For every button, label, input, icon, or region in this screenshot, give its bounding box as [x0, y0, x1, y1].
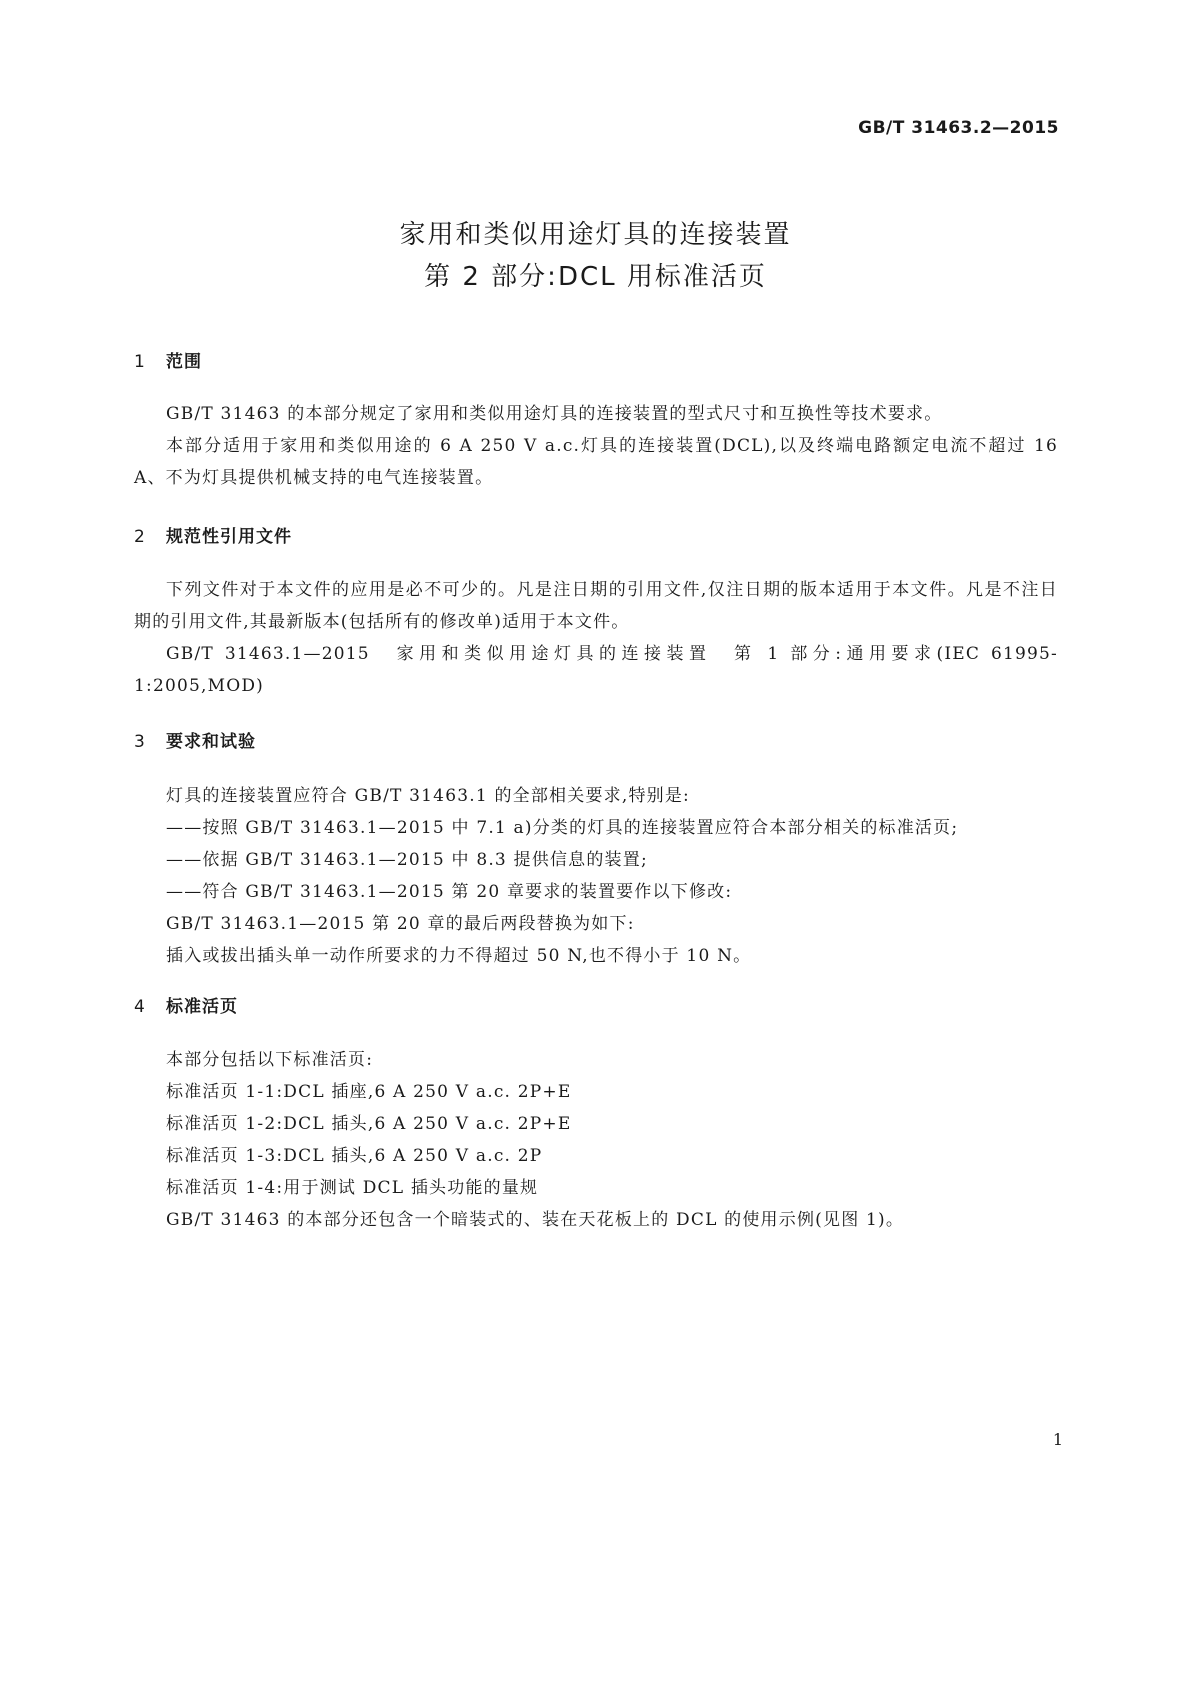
paragraph: 下列文件对于本文件的应用是必不可少的。凡是注日期的引用文件,仅注日期的版本适用于本文件。凡是不注日期的引用文件,其最新版本(包括所有的修改单)适用于本文件。 — [134, 580, 1058, 632]
section-heading-2 — [134, 522, 292, 547]
list-item: 本部分包括以下标准活页: — [166, 1050, 374, 1070]
section-number: 2 — [134, 527, 146, 547]
document-subtitle: 第 2 部分:DCL 用标准活页 — [424, 262, 767, 292]
section-number: 4 — [134, 997, 146, 1017]
list-item: ——符合 GB/T 31463.1—2015 第 20 章要求的装置要作以下修改: — [166, 882, 733, 902]
list-item: ——按照 GB/T 31463.1—2015 中 7.1 a)分类的灯具的连接装置应符合本部分相关的标准活页; — [166, 818, 959, 838]
list-item: 插入或拔出插头单一动作所要求的力不得超过 50 N,也不得小于 10 N。 — [166, 946, 752, 966]
page-number: 1 — [1052, 1430, 1063, 1449]
list-item: 标准活页 1-1:DCL 插座,6 A 250 V a.c. 2P+E — [166, 1082, 572, 1102]
list-item: 标准活页 1-4:用于测试 DCL 插头功能的量规 — [166, 1178, 539, 1198]
paragraph: GB/T 31463 的本部分规定了家用和类似用途灯具的连接装置的型式尺寸和互换性等技术要求。 — [166, 404, 943, 424]
list-item: 标准活页 1-3:DCL 插头,6 A 250 V a.c. 2P — [166, 1146, 543, 1166]
list-item: GB/T 31463.1—2015 第 20 章的最后两段替换为如下: — [166, 914, 635, 934]
section-number: 1 — [134, 352, 146, 372]
normative-reference: GB/T 31463.1—2015 家用和类似用途灯具的连接装置 第 1 部分:通用要求(IEC 61995-1:2005,MOD) — [134, 644, 1058, 696]
list-item: GB/T 31463 的本部分还包含一个暗装式的、装在天花板上的 DCL 的使用示例(见图 1)。 — [166, 1210, 905, 1230]
section-title: 范围 — [166, 352, 202, 372]
section-heading-1 — [134, 347, 202, 372]
standard-number: GB/T 31463.2—2015 — [858, 118, 1059, 138]
section-heading-3 — [134, 727, 256, 752]
section-number: 3 — [134, 732, 146, 752]
section-title: 规范性引用文件 — [166, 527, 292, 547]
document-title: 家用和类似用途灯具的连接装置 — [399, 220, 792, 250]
section-title: 标准活页 — [166, 997, 238, 1017]
section-title: 要求和试验 — [166, 732, 256, 752]
paragraph: 本部分适用于家用和类似用途的 6 A 250 V a.c.灯具的连接装置(DCL),以及终端电路额定电流不超过 16 A、不为灯具提供机械支持的电气连接装置。 — [134, 436, 1058, 488]
section-heading-4 — [134, 992, 238, 1017]
list-item: ——依据 GB/T 31463.1—2015 中 8.3 提供信息的装置; — [166, 850, 648, 870]
list-item: 标准活页 1-2:DCL 插头,6 A 250 V a.c. 2P+E — [166, 1114, 572, 1134]
list-item: 灯具的连接装置应符合 GB/T 31463.1 的全部相关要求,特别是: — [166, 786, 690, 806]
